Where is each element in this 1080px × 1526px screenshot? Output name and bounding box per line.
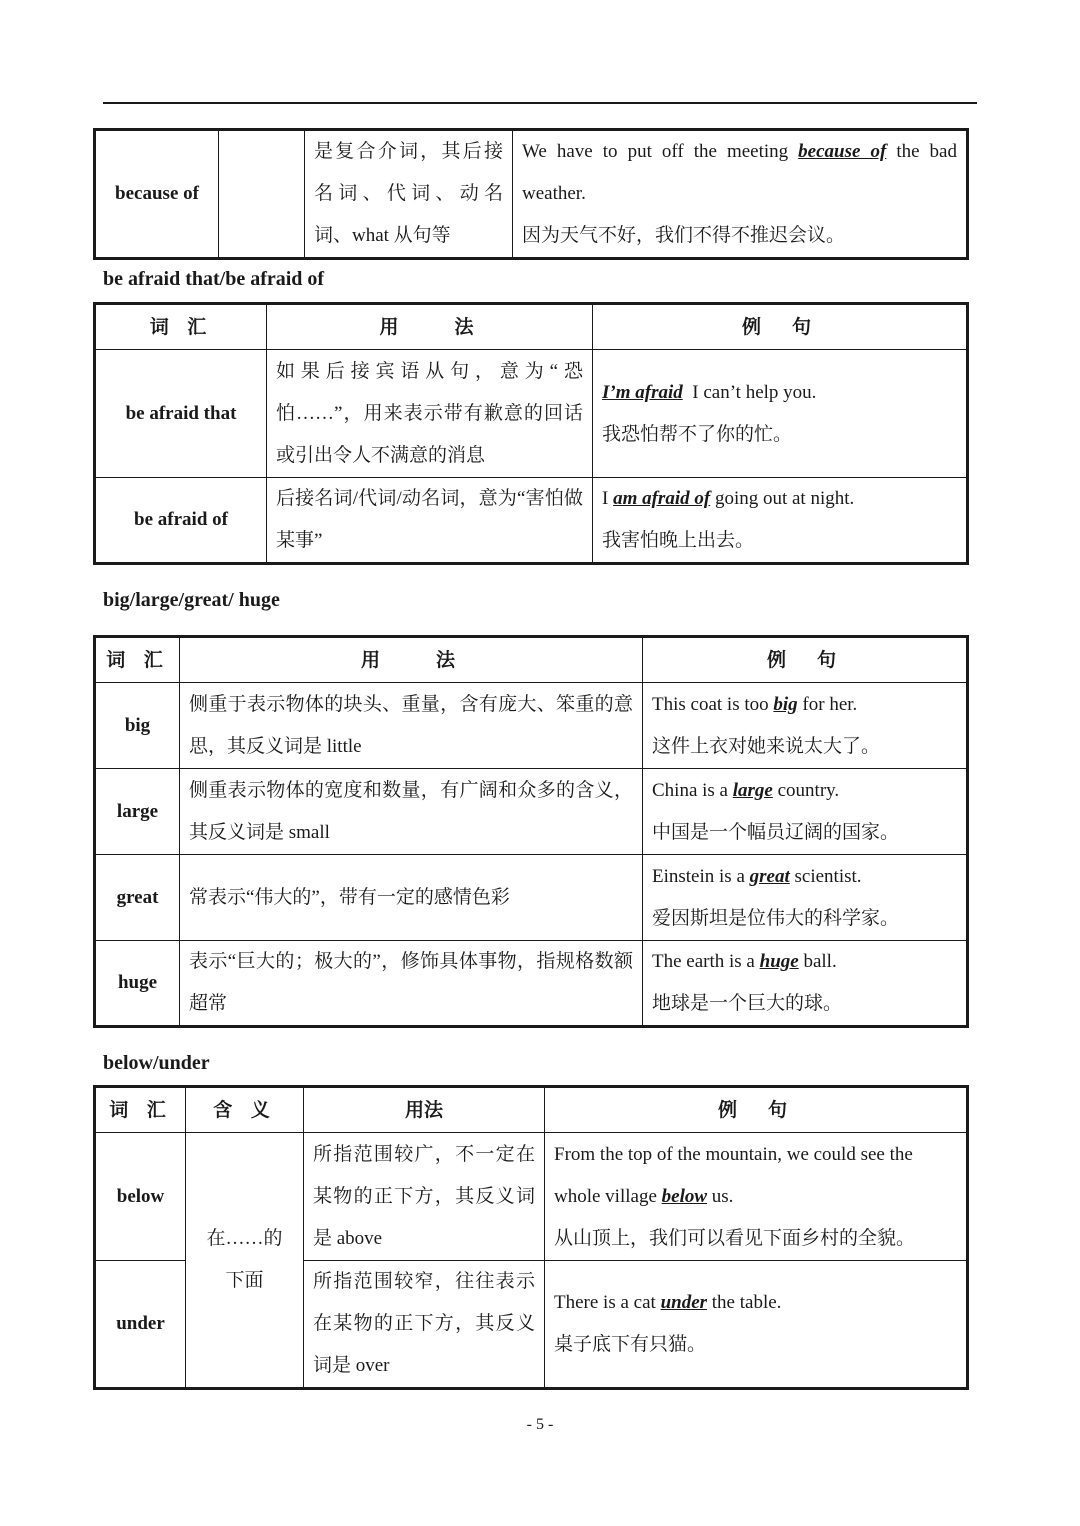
example-cn: 桌子底下有只猫。 <box>554 1334 707 1355</box>
header-usage: 用 法 <box>180 637 643 683</box>
word-cell: be afraid of <box>95 478 267 564</box>
header-word: 词 汇 <box>95 1087 186 1133</box>
table-row <box>95 350 968 478</box>
usage-cell: 侧重于表示物体的块头、重量，含有庞大、笨重的意思，其反义词是 little <box>180 683 643 769</box>
example-cn: 爱因斯坦是位伟大的科学家。 <box>652 907 900 929</box>
usage-cell: 后接名词/代词/动名词，意为“害怕做某事” <box>267 478 593 564</box>
example-cn: 中国是一个幅员辽阔的国家。 <box>652 821 900 843</box>
example-cn: 从山顶上，我们可以看见下面乡村的全貌。 <box>554 1227 916 1249</box>
example-cell <box>643 855 968 941</box>
big-large-table <box>93 635 969 1028</box>
table-row <box>95 683 968 769</box>
example-cell <box>643 769 968 855</box>
example-cell <box>643 941 968 1027</box>
example-en: There is a cat under the table. <box>554 1292 782 1313</box>
usage-cell: 所指范围较广，不一定在某物的正下方，其反义词是 above <box>304 1133 545 1261</box>
example-cell <box>593 478 968 564</box>
table-row <box>95 130 968 259</box>
example-cell <box>593 350 968 478</box>
section-title-below: below/under <box>103 1052 210 1074</box>
page-number: - 5 - <box>526 1416 554 1433</box>
example-en: China is a large country. <box>652 779 840 801</box>
example-en: I am afraid of going out at night. <box>602 488 855 509</box>
example-en: From the top of the mountain, we could see the whole village below us. <box>554 1143 913 1207</box>
word-cell: large <box>95 769 180 855</box>
word-cell: huge <box>95 941 180 1027</box>
because-of-table <box>93 128 969 260</box>
example-en: Einstein is a great scientist. <box>652 865 862 887</box>
example-cell <box>643 683 968 769</box>
header-word: 词 汇 <box>95 637 180 683</box>
header-usage: 用法 <box>304 1087 545 1133</box>
word-cell: big <box>95 683 180 769</box>
header-example: 例 句 <box>545 1087 968 1133</box>
example-cn: 我害怕晚上出去。 <box>602 530 755 551</box>
example-en: The earth is a huge ball. <box>652 951 837 972</box>
header-meaning: 含 义 <box>186 1087 304 1133</box>
example-cn: 这件上衣对她来说太大了。 <box>652 735 881 757</box>
table-row <box>95 478 968 564</box>
table-row <box>95 855 968 941</box>
usage-cell: 所指范围较窄，往往表示在某物的正下方，其反义词是 over <box>304 1261 545 1389</box>
example-cell <box>545 1133 968 1261</box>
header-usage: 用 法 <box>267 304 593 350</box>
blank-cell <box>219 130 305 259</box>
usage-cell: 是复合介词，其后接名词、代词、动名词、what 从句等 <box>305 130 513 259</box>
table-row <box>95 769 968 855</box>
section-title-afraid: be afraid that/be afraid of <box>103 268 325 290</box>
example-en: I’m afraid I can’t help you. <box>602 381 817 403</box>
usage-cell: 侧重表示物体的宽度和数量，有广阔和众多的含义，其反义词是 small <box>180 769 643 855</box>
word-cell: under <box>95 1261 186 1389</box>
header-row <box>95 637 968 683</box>
word-cell: below <box>95 1133 186 1261</box>
example-en: This coat is too big for her. <box>652 693 858 715</box>
header-rule <box>103 102 977 104</box>
table-row <box>95 941 968 1027</box>
table-row <box>95 1133 968 1261</box>
header-row <box>95 304 968 350</box>
usage-cell: 表示“巨大的；极大的”，修饰具体事物，指规格数额超常 <box>180 941 643 1027</box>
example-en: We have to put off the meeting because of the bad weather. <box>522 141 957 204</box>
header-word: 词 汇 <box>95 304 267 350</box>
example-cn: 我恐怕帮不了你的忙。 <box>602 423 793 445</box>
example-cell <box>513 130 968 259</box>
header-example: 例 句 <box>643 637 968 683</box>
example-cn: 因为天气不好，我们不得不推迟会议。 <box>522 225 846 246</box>
header-row <box>95 1087 968 1133</box>
section-title-big: big/large/great/ huge <box>103 589 280 611</box>
usage-cell: 如果后接宾语从句，意为“恐怕……”，用来表示带有歉意的回话或引出令人不满意的消息 <box>267 350 593 478</box>
header-example: 例 句 <box>593 304 968 350</box>
be-afraid-table <box>93 302 969 565</box>
word-cell: because of <box>95 130 219 259</box>
word-cell: be afraid that <box>95 350 267 478</box>
example-cn: 地球是一个巨大的球。 <box>652 993 843 1014</box>
meaning-cell: 在……的下面 <box>186 1133 304 1389</box>
word-cell: great <box>95 855 180 941</box>
below-under-table <box>93 1085 969 1390</box>
usage-cell: 常表示“伟大的”，带有一定的感情色彩 <box>180 855 643 941</box>
example-cell <box>545 1261 968 1389</box>
